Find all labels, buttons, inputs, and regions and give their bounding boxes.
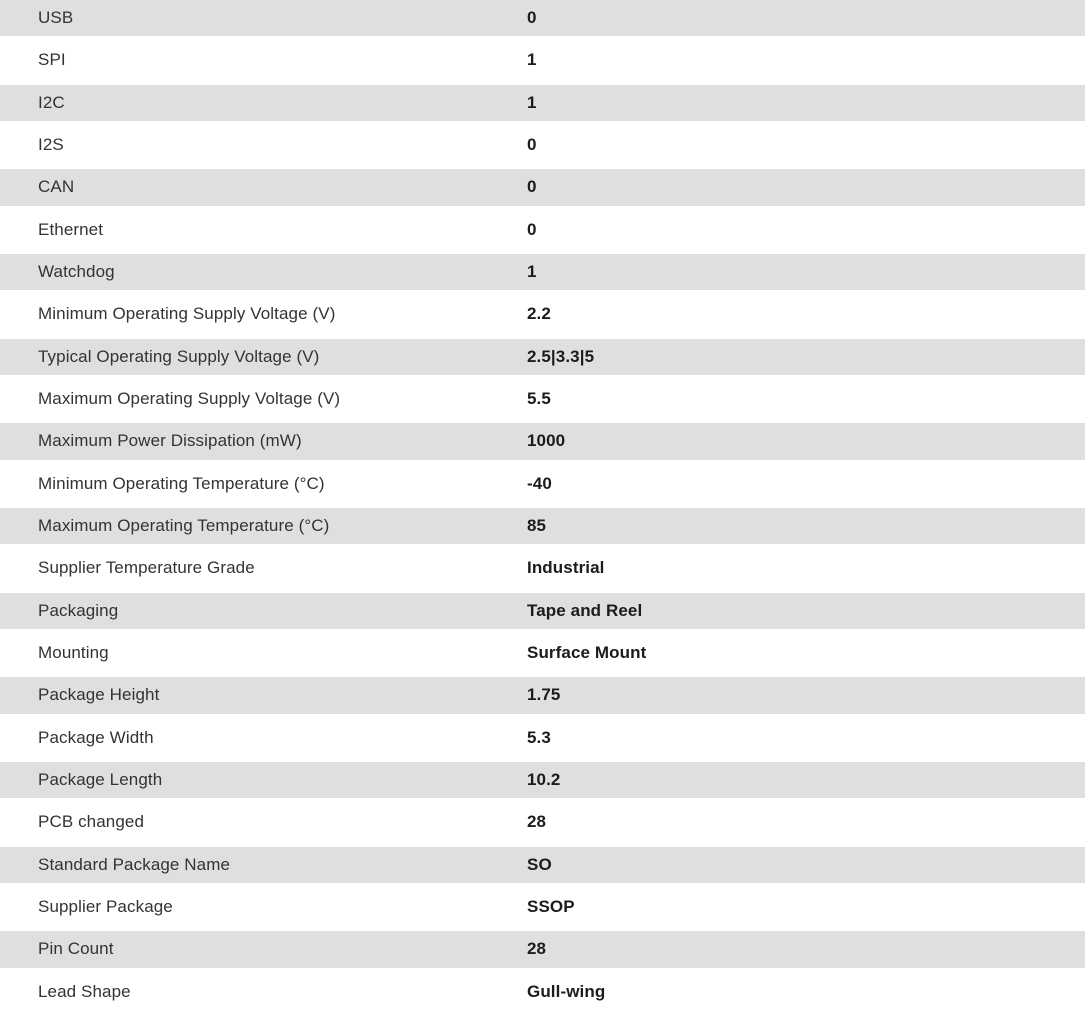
table-row [0,677,1085,719]
spec-label: Supplier Package [38,897,173,917]
table-row [0,212,1085,254]
table-row [0,42,1085,84]
table-row [0,381,1085,423]
spec-value: 2.5|3.3|5 [527,346,595,366]
spec-label: Package Width [38,727,154,747]
table-row [0,974,1085,1016]
spec-value: Industrial [527,558,605,578]
spec-label: Supplier Temperature Grade [38,558,255,578]
table-row [0,593,1085,635]
spec-value: Surface Mount [527,643,647,663]
table-row [0,423,1085,465]
table-row [0,804,1085,846]
spec-label: Typical Operating Supply Voltage (V) [38,346,320,366]
spec-label: Maximum Operating Temperature (°C) [38,516,330,536]
spec-value: SSOP [527,897,575,917]
table-row [0,339,1085,381]
table-row [0,169,1085,211]
spec-value: Gull-wing [527,981,606,1001]
table-row [0,847,1085,889]
table-row [0,254,1085,296]
spec-value: 10.2 [527,770,561,790]
table-row [0,0,1085,42]
spec-label: Package Height [38,685,160,705]
spec-label: Pin Count [38,939,114,959]
spec-value: 0 [527,8,537,28]
spec-value: 1000 [527,431,566,451]
spec-value: -40 [527,473,552,493]
spec-label: SPI [38,50,66,70]
table-row [0,931,1085,973]
spec-label: Maximum Operating Supply Voltage (V) [38,389,341,409]
spec-value: 5.3 [527,727,551,747]
spec-label: I2S [38,135,64,155]
spec-label: PCB changed [38,812,145,832]
spec-label: Mounting [38,643,109,663]
table-row [0,635,1085,677]
spec-value: 28 [527,812,547,832]
table-row [0,508,1085,550]
spec-label: CAN [38,177,75,197]
spec-value: 1 [527,50,537,70]
spec-label: Minimum Operating Supply Voltage (V) [38,304,336,324]
spec-label: Watchdog [38,262,115,282]
spec-value: 0 [527,219,537,239]
spec-label: Packaging [38,600,119,620]
table-row [0,550,1085,592]
spec-value: 0 [527,177,537,197]
table-row [0,720,1085,762]
spec-label: Maximum Power Dissipation (mW) [38,431,302,451]
spec-value: 2.2 [527,304,551,324]
spec-value: 1.75 [527,685,561,705]
spec-value: 0 [527,135,537,155]
spec-value: SO [527,854,552,874]
spec-value: 1 [527,262,537,282]
spec-value: 1 [527,92,537,112]
spec-label: Ethernet [38,219,104,239]
spec-value: 5.5 [527,389,551,409]
table-row [0,85,1085,127]
table-row [0,889,1085,931]
table-row [0,762,1085,804]
spec-value: Tape and Reel [527,600,643,620]
spec-label: Package Length [38,770,163,790]
spec-value: 85 [527,516,547,536]
table-row [0,296,1085,338]
spec-label: USB [38,8,74,28]
spec-value: 28 [527,939,547,959]
spec-label: Lead Shape [38,981,131,1001]
spec-label: Minimum Operating Temperature (°C) [38,473,325,493]
spec-label: Standard Package Name [38,854,231,874]
table-row [0,127,1085,169]
spec-label: I2C [38,92,65,112]
table-row [0,466,1085,508]
